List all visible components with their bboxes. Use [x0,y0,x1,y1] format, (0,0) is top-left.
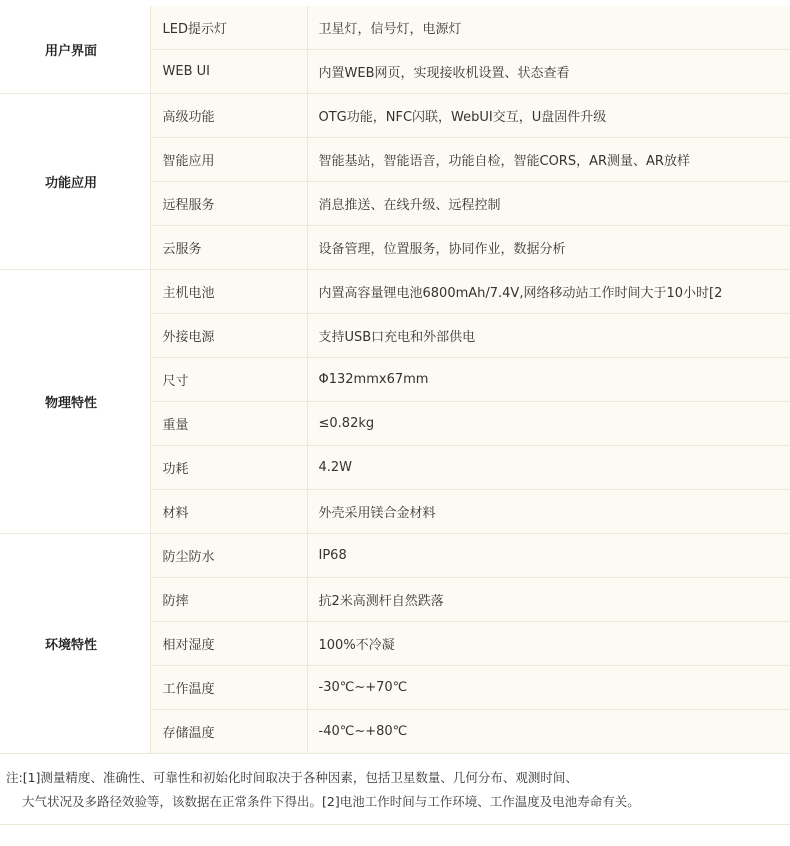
spec-name: 工作温度 [150,666,307,710]
spec-name: 云服务 [150,226,307,270]
spec-value: -30℃~+70℃ [307,666,790,710]
spec-name: 外接电源 [150,314,307,358]
spec-name: 相对湿度 [150,622,307,666]
category-user-interface: 用户界面 [0,6,150,94]
category-function-application: 功能应用 [0,94,150,270]
table-row [0,94,790,138]
spec-value: 消息推送、在线升级、远程控制 [307,182,790,226]
spec-value: Φ132mmx67mm [307,358,790,402]
spec-name: 材料 [150,490,307,534]
category-physical: 物理特性 [0,270,150,534]
spec-value: -40℃~+80℃ [307,710,790,754]
category-environment: 环境特性 [0,534,150,754]
spec-name: 主机电池 [150,270,307,314]
spec-value: 卫星灯，信号灯，电源灯 [307,6,790,50]
table-row [0,6,790,50]
spec-value: 内置WEB网页，实现接收机设置、状态查看 [307,50,790,94]
table-row [0,270,790,314]
footnote-line-1: 注:[1]测量精度、准确性、可靠性和初始化时间取决于各种因素，包括卫星数量、几何分布、观测时间、 [6,770,578,785]
spec-name: 智能应用 [150,138,307,182]
spec-value: OTG功能，NFC闪联，WebUI交互，U盘固件升级 [307,94,790,138]
spec-value: 智能基站，智能语音，功能自检，智能CORS，AR测量、AR放样 [307,138,790,182]
spec-value: 抗2米高测杆自然跌落 [307,578,790,622]
spec-name: 防尘防水 [150,534,307,578]
spec-name: 功耗 [150,446,307,490]
footnote [6,766,786,814]
bottom-divider [0,824,790,825]
spec-value: 内置高容量锂电池6800mAh/7.4V,网络移动站工作时间大于10小时[2 [307,270,790,314]
spec-name: 防摔 [150,578,307,622]
spec-value: ≤0.82kg [307,402,790,446]
spec-value: 设备管理，位置服务，协同作业，数据分析 [307,226,790,270]
table-row [0,534,790,578]
spec-table [0,6,790,754]
spec-name: 尺寸 [150,358,307,402]
spec-value: 100%不冷凝 [307,622,790,666]
spec-name: 重量 [150,402,307,446]
spec-value: 4.2W [307,446,790,490]
spec-name: WEB UI [150,50,307,94]
spec-name: 远程服务 [150,182,307,226]
spec-value: 外壳采用镁合金材料 [307,490,790,534]
spec-value: IP68 [307,534,790,578]
spec-value: 支持USB口充电和外部供电 [307,314,790,358]
spec-name: 存储温度 [150,710,307,754]
footnote-line-2: 大气状况及多路径效验等，该数据在正常条件下得出。[2]电池工作时间与工作环境、工作温度及电池寿命有关。 [22,794,640,809]
spec-name: LED提示灯 [150,6,307,50]
spec-name: 高级功能 [150,94,307,138]
